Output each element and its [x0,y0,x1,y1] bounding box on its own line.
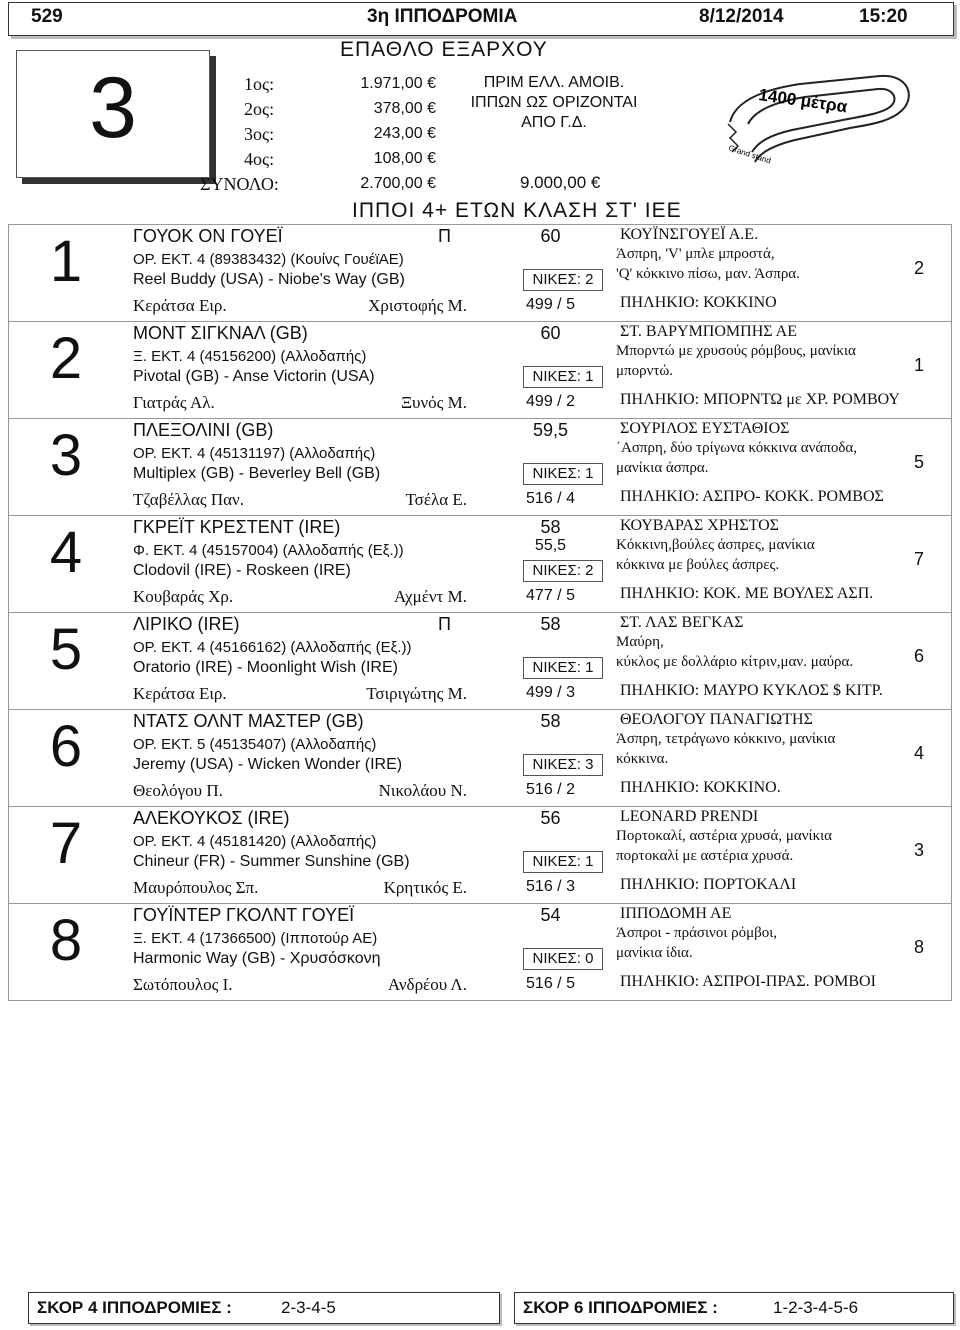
track-distance: 1400 μέτρα [757,85,849,117]
start-position: 6 [914,646,925,666]
rating: 516 / 3 [526,878,575,895]
silks-desc: ΄Ασπρη, δύο τρίγωνα κόκκινα ανάποδα, [616,440,858,456]
start-position: 8 [914,937,925,957]
horse-name: ΜΟΝΤ ΣΙΓΚΝΑΛ (GB) [133,323,308,343]
prize-label: 4ος: [244,149,275,169]
runner-row [8,418,952,515]
horse-name: ΓΟΥΪΝΤΕΡ ΓΚΟΛΝΤ ΓΟΥΕΪ [133,905,355,925]
runner-row [8,612,952,709]
trainer: Θεολόγου Π. [133,781,223,800]
rating: 499 / 3 [526,684,575,701]
runner-row [8,224,952,321]
horse-name: ΝΤΑΤΣ ΟΛΝΤ ΜΑΣΤΕΡ (GB) [133,711,364,731]
runner-row [8,903,952,1000]
runner-row [8,515,952,612]
weight: 54 [540,905,561,925]
score6-label: ΣΚΟΡ 6 ΙΠΠΟΔΡΟΜΙΕΣ : [523,1298,718,1317]
owner: ΣΤ. ΛΑΣ ΒΕΓΚΑΣ [620,614,744,631]
runner-row [8,321,952,418]
event-name: ΕΠΑΘΛΟ ΕΞΑΡΧΟΥ [340,38,548,61]
pedigree: Harmonic Way (GB) - Χρυσόσκονη [133,950,381,967]
weight: 58 [540,711,561,731]
weight: 58 [540,614,561,634]
wins-box: ΝΙΚΕΣ: 0 [523,948,603,970]
prize-value: 108,00 € [373,150,436,167]
silks-desc: Πορτοκαλί, αστέρια χρυσά, μανίκια [616,828,833,844]
p-tag: Π [438,226,451,246]
trainer: Κεράτσα Ειρ. [133,684,227,703]
score6-box [514,1292,954,1324]
rating: 499 / 5 [526,296,575,313]
horse-origin: Φ. ΕΚΤ. 4 (45157004) (Αλλοδαπής (Εξ.)) [133,542,404,559]
silks-desc: κόκκινα. [616,751,669,767]
silks-desc: κύκλος με δολλάριο κίτριν,μαν. μαύρα. [616,654,854,670]
wins-box: ΝΙΚΕΣ: 1 [523,657,603,679]
jacket: ΠΗΛΗΚΙΟ: ΜΑΥΡΟ ΚΥΚΛΟΣ $ ΚΙΤΡ. [620,682,883,699]
horse-origin: ΟΡ. ΕΚΤ. 4 (89383432) (Κουίνς ΓουέϊΑΕ) [133,251,404,268]
horse-name: ΛΙΡΙΚΟ (IRE) [133,614,240,634]
owner: ΘΕΟΛΟΓΟΥ ΠΑΝΑΓΙΩΤΗΣ [620,711,813,728]
rating: 516 / 5 [526,975,575,992]
jacket: ΠΗΛΗΚΙΟ: ΚΟΚ. ΜΕ ΒΟΥΛΕΣ ΑΣΠ. [620,585,874,602]
jockey: Κρητικός Ε. [383,878,467,897]
race-number: 3 [89,60,137,156]
owner: LEONARD PRENDI [620,808,759,825]
prize-total-label: ΣΥΝΟΛΟ: [200,174,279,194]
jacket: ΠΗΛΗΚΙΟ: ΜΠΟΡΝΤΩ με ΧΡ. ΡΟΜΒΟΥ [620,391,900,408]
runner-number: 6 [49,714,83,779]
trainer: Τζαβέλλας Παν. [133,490,244,509]
silks-desc: μανίκια άσπρα. [616,460,709,476]
trainer: Γιατράς Αλ. [133,393,215,412]
horse-origin: ΟΡ. ΕΚΤ. 5 (45135407) (Αλλοδαπής) [133,736,377,753]
silks-desc: 'Q' κόκκινο πίσω, μαν. Άσπρα. [616,266,800,282]
pedigree: Jeremy (USA) - Wicken Wonder (IRE) [133,756,403,773]
score4-box [28,1292,500,1324]
race-title: 3η ΙΠΠΟΔΡΟΜΙΑ [367,6,518,27]
silks-desc: κόκκινα με βούλες άσπρες. [616,557,780,573]
owner: ΚΟΥΪΝΣΓΟΥΕΪ Α.Ε. [620,226,759,243]
wins-box: ΝΙΚΕΣ: 1 [523,463,603,485]
runner-row [8,806,952,903]
runner-number: 2 [49,326,83,391]
start-position: 1 [914,355,925,375]
horse-origin: ΟΡ. ΕΚΤ. 4 (45181420) (Αλλοδαπής) [133,833,377,850]
start-position: 4 [914,743,925,763]
pedigree: Reel Buddy (USA) - Niobe's Way (GB) [133,271,405,288]
prize-label: 2ος: [244,99,275,119]
runner-number: 1 [49,229,83,294]
jacket: ΠΗΛΗΚΙΟ: ΑΣΠΡΟΙ-ΠΡΑΣ. ΡΟΜΒΟΙ [620,973,876,990]
p-tag: Π [438,614,451,634]
horse-name: ΓΟΥΟΚ ΟΝ ΓΟΥΕΪ [133,226,283,246]
horse-origin: Ξ. ΕΚΤ. 4 (17366500) (Ιπποτούρ ΑΕ) [133,930,378,947]
silks-desc: μπορντώ. [616,363,674,379]
header-bar [8,2,954,36]
pedigree: Oratorio (IRE) - Moonlight Wish (IRE) [133,659,398,676]
silks-desc: μανίκια ίδια. [616,945,693,961]
owner: ΣΟΥΡΙΛΟΣ ΕΥΣΤΑΘΙΟΣ [620,420,790,437]
start-position: 5 [914,452,925,472]
prize-total-value: 2.700,00 € [360,175,436,192]
rating: 477 / 5 [526,587,575,604]
prize-value: 1.971,00 € [360,75,436,92]
horse-origin: ΟΡ. ΕΚΤ. 4 (45131197) (Αλλοδαπής) [133,445,376,462]
wins-box: ΝΙΚΕΣ: 3 [523,754,603,776]
rating: 516 / 2 [526,781,575,798]
runners-table [8,224,952,1000]
start-position: 2 [914,258,925,278]
silks-desc: Κόκκινη,βούλες άσπρες, μανίκια [616,537,815,553]
wins-box: ΝΙΚΕΣ: 2 [523,560,603,582]
start-position: 7 [914,549,925,569]
wins-box: ΝΙΚΕΣ: 2 [523,269,603,291]
horse-origin: ΟΡ. ΕΚΤ. 4 (45166162) (Αλλοδαπής (Εξ.)) [133,639,412,656]
track-diagram [700,62,920,172]
silks-desc: Μαύρη, [616,634,664,650]
jockey: Τσέλα Ε. [405,490,467,509]
prize-value: 378,00 € [373,100,436,117]
adjusted-weight: 55,5 [534,537,567,554]
prize-label: 1ος: [244,74,275,94]
prize-label: 3ος: [244,124,275,144]
pedigree: Multiplex (GB) - Beverley Bell (GB) [133,465,381,482]
runner-number: 8 [49,908,83,973]
pedigree: Pivotal (GB) - Anse Victorin (USA) [133,368,375,385]
page-number: 529 [31,6,63,27]
jockey: Ανδρέου Λ. [387,975,467,994]
jockey: Νικολάου Ν. [378,781,467,800]
weight: 60 [540,226,561,246]
silks-desc: Άσπροι - πράσινοι ρόμβοι, [616,925,778,941]
runner-number: 4 [49,520,83,585]
prize-value: 243,00 € [373,125,436,142]
wins-box: ΝΙΚΕΣ: 1 [523,366,603,388]
jockey: Ξυνός Μ. [401,393,467,412]
owner: ΙΠΠΟΔΟΜΗ ΑΕ [620,905,732,922]
race-number-box [16,50,210,178]
runner-row [8,709,952,806]
pedigree: Chineur (FR) - Summer Sunshine (GB) [133,853,410,870]
silks-desc: Άσπρη, 'V' μπλε μπροστά, [616,246,775,262]
trainer: Κεράτσα Ειρ. [133,296,227,315]
weight: 60 [540,323,561,343]
trainer: Μαυρόπουλος Σπ. [133,878,259,897]
jockey: Χριστοφής Μ. [368,296,467,315]
race-date: 8/12/2014 [699,6,784,27]
horse-name: ΠΛΕΞΟΛΙΝΙ (GB) [133,420,274,440]
rating: 516 / 4 [526,490,575,507]
trainer: Σωτόπουλος Ι. [133,975,233,994]
weight: 59,5 [532,420,569,440]
score6-value: 1-2-3-4-5-6 [773,1298,859,1317]
race-time: 15:20 [859,6,908,27]
weight: 56 [540,808,561,828]
silks-desc: πορτοκαλί με αστέρια χρυσά. [616,848,794,864]
grandstand-label: Grand stand [727,143,773,166]
jacket: ΠΗΛΗΚΙΟ: ΚΟΚΚΙΝΟ. [620,779,781,796]
horse-origin: Ξ. ΕΚΤ. 4 (45156200) (Αλλοδαπής) [133,348,367,365]
table-border [8,1000,952,1001]
silks-desc: Άσπρη, τετράγωνο κόκκινο, μανίκια [616,731,836,747]
horse-name: ΑΛΕΚΟΥΚΟΣ (IRE) [133,808,290,828]
runner-number: 5 [49,617,83,682]
horse-name: ΓΚΡΕΪΤ ΚΡΕΣΤΕΝΤ (IRE) [133,517,341,537]
jockey: Αχμέντ Μ. [393,587,467,606]
race-category: ΙΠΠΟΙ 4+ ΕΤΩΝ ΚΛΑΣΗ ΣΤ' ΙΕΕ [352,199,682,222]
bonus-amount: 9.000,00 € [520,173,601,192]
condition-line: ΑΠΟ Γ.Δ. [521,114,587,131]
silks-desc: Μπορντώ με χρυσούς ρόμβους, μανίκια [616,343,856,359]
runner-number: 7 [49,811,83,876]
trainer: Κουβαράς Χρ. [133,587,234,606]
owner: ΚΟΥΒΑΡΑΣ ΧΡΗΣΤΟΣ [620,517,779,534]
jacket: ΠΗΛΗΚΙΟ: ΑΣΠΡΟ- ΚΟΚΚ. ΡΟΜΒΟΣ [620,488,884,505]
score4-value: 2-3-4-5 [281,1298,336,1317]
score4-label: ΣΚΟΡ 4 ΙΠΠΟΔΡΟΜΙΕΣ : [37,1298,232,1317]
condition-line: ΙΠΠΩΝ ΩΣ ΟΡΙΖΟΝΤΑΙ [470,94,638,111]
jockey: Τσιριγώτης Μ. [366,684,467,703]
rating: 499 / 2 [526,393,575,410]
wins-box: ΝΙΚΕΣ: 1 [523,851,603,873]
condition-line: ΠΡΙΜ ΕΛΛ. ΑΜΟΙΒ. [483,74,625,91]
runner-number: 3 [49,423,83,488]
jacket: ΠΗΛΗΚΙΟ: ΚΟΚΚΙΝΟ [620,294,777,311]
weight: 58 [540,517,561,537]
pedigree: Clodovil (IRE) - Roskeen (IRE) [133,562,351,579]
owner: ΣΤ. ΒΑΡΥΜΠΟΜΠΗΣ ΑΕ [620,323,798,340]
jacket: ΠΗΛΗΚΙΟ: ΠΟΡΤΟΚΑΛΙ [620,876,797,893]
start-position: 3 [914,840,925,860]
